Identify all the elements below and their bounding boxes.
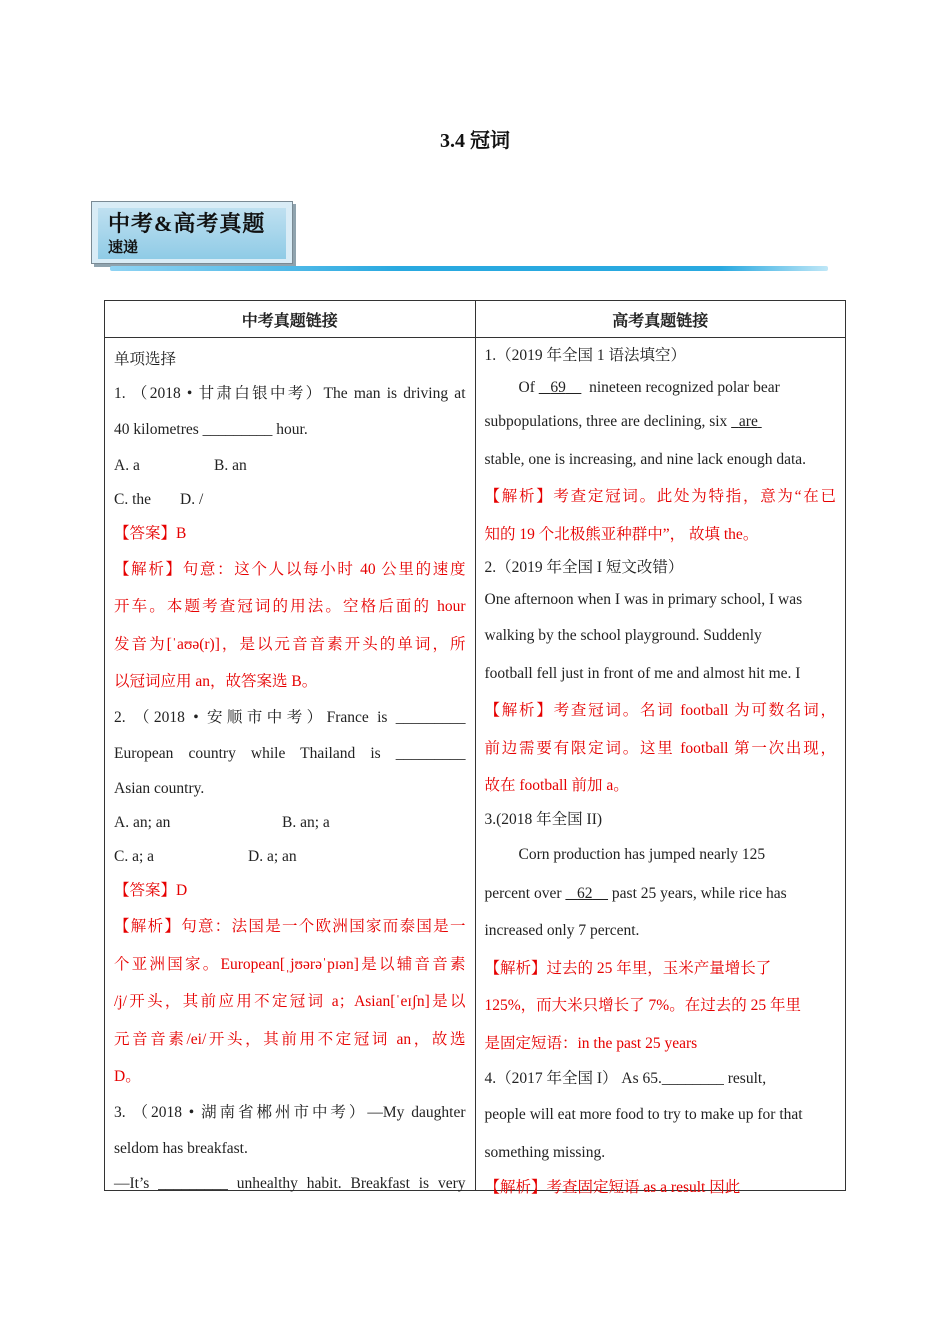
r-q1-line1: Of 69 nineteen recognized polar bear: [518, 379, 780, 396]
r-q3-line3: increased only 7 percent.: [484, 922, 640, 939]
q2-option-c: C. a; a: [114, 848, 155, 865]
q3-stem-2: seldom has breakfast.: [114, 1139, 248, 1157]
q2-stem: 2. （2018 • 安顺市中考）France is _________: [114, 708, 466, 726]
r-q1-blank-69: 69: [550, 379, 566, 396]
q2-options-cd: [114, 840, 466, 874]
r-q4-head: 4.（2017 年全国 I） As 65.________ result,: [484, 1070, 767, 1087]
header-gaokao: 高考真题链接: [475, 301, 846, 338]
r-q3-line1: Corn production has jumped nearly 125: [518, 845, 766, 863]
r-q1-line2: subpopulations, three are declining, six are: [484, 413, 758, 430]
r-q2-analysis: 【解析】考查冠词。名词 football 为可数名词，: [484, 702, 836, 719]
q1-options-ab: [114, 449, 466, 483]
r-q3-head: 3.(2018 年全国 II): [484, 810, 603, 828]
q2-answer: 【答案】D: [114, 882, 188, 899]
q2-stem-2: European country while Thailand is _________: [114, 744, 466, 762]
q2-analysis-3: /j/开头，其前应用不定冠词 a；Asian[ˈeɪʃn]是以: [114, 993, 466, 1010]
r-q3-analysis: 【解析】过去的 25 年里，玉米产量增长了: [484, 959, 772, 977]
question-table: [104, 300, 846, 1196]
table-body-row: [105, 338, 846, 1191]
r-q4-line2: people will eat more food to try to make up for that: [484, 1106, 803, 1123]
r-q1-analysis-2: 知的 19 个北极熊亚种群中”， 故填 the。: [484, 525, 759, 543]
r-q1-line3: stable, one is increasing, and nine lack enough data.: [484, 450, 807, 468]
table-header-row: [105, 301, 846, 338]
q1-answer: 【答案】B: [114, 524, 187, 542]
r-q2-line2: walking by the school playground. Suddenly: [484, 627, 762, 644]
q2-analysis-4: 元音音素/ei/开头，其前用不定冠词 an，故选: [114, 1030, 466, 1048]
page-title: 3.4 冠词: [440, 130, 510, 152]
q3-stem-3: —It’s _________ unhealthy habit. Breakfast is very: [114, 1175, 466, 1192]
q1-option-c: C. the: [114, 490, 152, 508]
q1-analysis-4: 以冠词应用 an，故答案选 B。: [114, 673, 318, 690]
q1-analysis: 【解析】句意：这个人以每小时 40 公里的速度: [114, 560, 466, 578]
q1-analysis-3: 发音为[ˈaʊə(r)]，是以元音音素开头的单词，所: [114, 635, 466, 653]
q2-analysis: 【解析】句意：法国是一个欧洲国家而泰国是一: [114, 918, 466, 935]
q2-analysis-2: 个亚洲国家。European[ˌjʊərəˈpɪən]是以辅音音素: [114, 955, 466, 973]
r-q2-line1: One afternoon when I was in primary school, I was: [484, 591, 803, 608]
r-q2-head: 2.（2019 年全国 I 短文改错）: [484, 559, 684, 576]
r-q2-analysis-2: 前边需要有限定词。这里 football 第一次出现，: [484, 739, 836, 757]
q1-options-cd: [114, 483, 466, 517]
banner-title: 中考&高考真题: [108, 211, 266, 236]
r-q2-line3: football fell just in front of me and almost hit me. I: [484, 664, 801, 682]
left-column: [105, 338, 476, 1191]
r-q3-analysis-3: 是固定短语：in the past 25 years: [484, 1034, 698, 1052]
q1-option-d: D. /: [180, 490, 204, 508]
r-q2-analysis-3: 故在 football 前加 a。: [484, 777, 629, 794]
q1-stem: 1. （2018 • 甘肃白银中考）The man is driving at: [114, 385, 466, 402]
r-q3-blank-62: 62: [577, 884, 593, 902]
q2-stem-3: Asian country.: [114, 780, 205, 797]
section-banner: [91, 201, 293, 264]
q2-option-b: B. an; a: [282, 814, 330, 831]
q1-option-a: A. a: [114, 456, 140, 474]
r-q1-blank-are: are: [738, 413, 758, 430]
r-q4-line3: something missing.: [484, 1143, 606, 1161]
q2-options-ab: [114, 806, 466, 840]
q2-analysis-5: D。: [114, 1068, 141, 1085]
intro-label: 单项选择: [114, 351, 177, 368]
q1-analysis-2: 开车。本题考查冠词的用法。空格后面的 hour: [114, 598, 466, 615]
right-column: [475, 338, 846, 1196]
r-q1-head: 1.（2019 年全国 1 语法填空）: [484, 347, 687, 364]
banner-subtitle: 速递: [108, 240, 139, 256]
q2-option-d: D. a; an: [248, 848, 297, 865]
q1-stem-cont: 40 kilometres _________ hour.: [114, 421, 308, 438]
q2-option-a: A. an; an: [114, 814, 171, 831]
header-zhongkao: 中考真题链接: [105, 301, 476, 338]
r-q1-analysis: 【解析】考查定冠词。此处为特指，意为“在已: [484, 488, 836, 505]
q1-option-b: B. an: [214, 456, 247, 474]
r-q3-line2: percent over 62 past 25 years, while rice has: [484, 884, 787, 902]
r-q4-analysis: 【解析】考查固定短语 as a result 因此: [484, 1179, 741, 1196]
r-q3-analysis-2: 125%，而大米只增长了 7%。在过去的 25 年里: [484, 997, 801, 1014]
q3-stem: 3. （2018 • 湖南省郴州市中考）—My daughter: [114, 1103, 466, 1121]
decorative-bar: [110, 266, 828, 271]
